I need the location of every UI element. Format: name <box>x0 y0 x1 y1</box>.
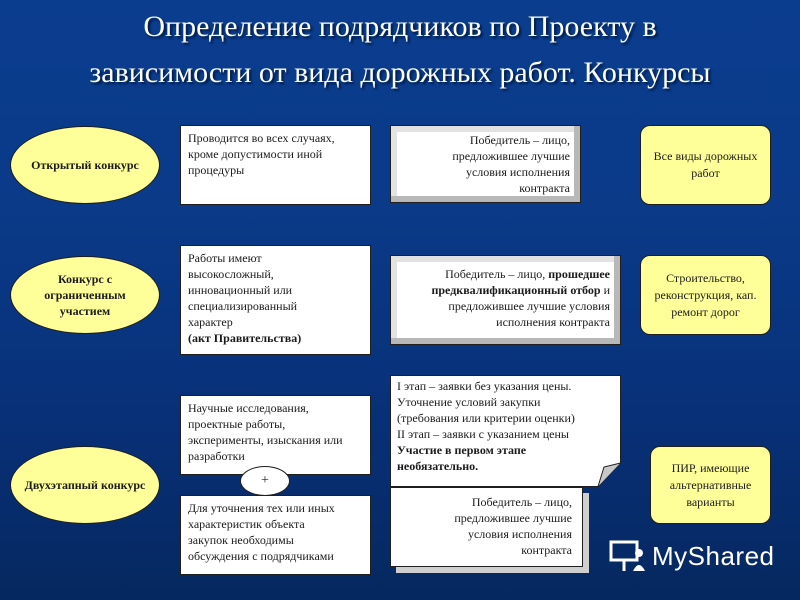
condition-line: процедуры <box>188 163 245 177</box>
condition-line: Научные исследования, <box>188 401 309 415</box>
stage-line-bold: необязательно. <box>397 459 479 473</box>
winner-line: предложившее лучшие <box>454 511 572 525</box>
two-stage-conditions-b <box>180 495 371 575</box>
condition-line: характер <box>188 315 233 329</box>
scope-text: ПИР, имеющие альтернативные варианты <box>669 460 752 509</box>
stage-line-bold: Участие в первом этапе <box>397 443 527 457</box>
stage-line: I этап – заявки без указания цены. <box>397 379 572 393</box>
open-tender-scope <box>640 125 771 205</box>
condition-line: обсуждения с подрядчиками <box>188 549 334 563</box>
winner-suffix: и предложившее лучшие условия исполнения контракта <box>448 283 610 329</box>
condition-line: Проводится во всех случаях, <box>188 131 335 145</box>
condition-line: эксперименты, изыскания или <box>188 433 343 447</box>
stage-line: Уточнение условий закупки <box>397 395 541 409</box>
two-stage-scope <box>650 446 771 524</box>
two-stage-conditions-a <box>180 395 371 475</box>
slide-title <box>0 4 800 96</box>
winner-line: контракта <box>519 181 570 195</box>
winner-bold: прошедшее предквалификационный отбор <box>431 267 610 297</box>
winner-prefix: Победитель – лицо, <box>445 267 549 281</box>
condition-line: проектные работы, <box>188 417 286 431</box>
winner-line: Победитель – лицо, <box>469 133 570 147</box>
condition-line: Работы имеют <box>188 251 262 265</box>
limited-tender-winner <box>390 255 621 345</box>
watermark-text: MyShared <box>652 540 775 571</box>
open-tender-oval <box>10 126 160 204</box>
condition-line: кроме допустимости иной <box>188 147 323 161</box>
stage-line: II этап – заявки с указанием цены <box>397 427 569 441</box>
myshared-watermark <box>608 536 775 576</box>
limited-tender-conditions <box>180 245 371 355</box>
scope-text: Все виды дорожных работ <box>653 149 758 180</box>
title-line-1: Определение подрядчиков по Проекту в <box>143 10 657 43</box>
condition-line: высокосложный, <box>188 267 274 281</box>
open-tender-conditions <box>180 125 371 205</box>
open-tender-label: Открытый конкурс <box>31 158 139 172</box>
winner-line: контракта <box>521 543 572 557</box>
presentation-board-icon <box>608 537 646 575</box>
limited-tender-scope <box>640 255 771 335</box>
winner-line: предложившее лучшие <box>452 149 570 163</box>
condition-line: инновационный или <box>188 283 293 297</box>
limited-tender-label: Конкурс с ограниченным участием <box>44 272 126 318</box>
condition-line: характеристик объекта <box>188 517 305 531</box>
winner-line: Победитель – лицо, <box>471 495 572 509</box>
plus-sign: + <box>261 473 269 488</box>
condition-line: специализированный <box>188 299 298 313</box>
winner-line: условия исполнения <box>465 165 570 179</box>
condition-line: Для уточнения тех или иных <box>188 501 335 515</box>
two-stage-process-note <box>390 375 621 487</box>
limited-tender-oval <box>10 256 160 334</box>
two-stage-tender-label: Двухэтапный конкурс <box>24 478 146 492</box>
condition-line: закупок необходимы <box>188 533 294 547</box>
stage-line: (требования или критерии оценки) <box>397 411 575 425</box>
two-stage-winner <box>390 487 583 567</box>
open-tender-winner <box>390 125 581 203</box>
scope-text: Строительство, реконструкция, кап. ремонт дорог <box>654 270 757 319</box>
title-line-2: зависимости от вида дорожных работ. Конкурсы <box>89 56 711 89</box>
two-stage-tender-oval <box>10 446 160 524</box>
winner-line: условия исполнения <box>467 527 572 541</box>
plus-connector <box>240 466 290 496</box>
condition-line-bold: (акт Правительства) <box>188 331 302 345</box>
condition-line: разработки <box>188 449 245 463</box>
